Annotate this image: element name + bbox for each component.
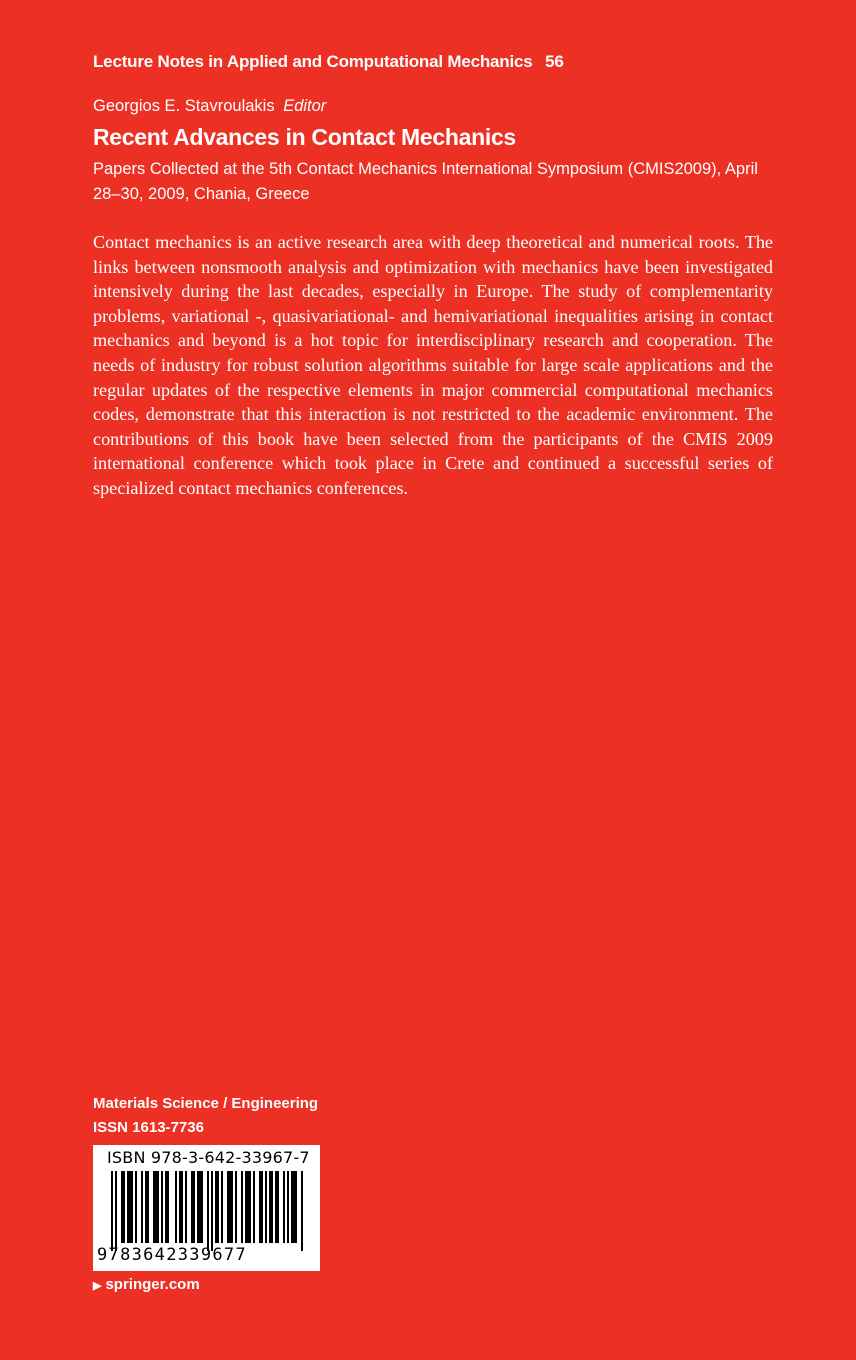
barcode-bar — [295, 1171, 297, 1243]
barcode-bar — [155, 1171, 157, 1243]
subject-category: Materials Science / Engineering — [93, 1095, 319, 1112]
barcode-bar — [191, 1171, 193, 1243]
editor-role: Editor — [283, 97, 327, 115]
editor-name: Georgios E. Stavroulakis — [93, 97, 275, 115]
barcode-bar — [265, 1171, 267, 1243]
editor-line — [93, 97, 326, 116]
barcode-bar — [185, 1171, 187, 1243]
barcode-bar — [153, 1171, 155, 1243]
barcode-bar — [259, 1171, 261, 1243]
publisher-website[interactable] — [93, 1276, 200, 1293]
barcode-bar — [277, 1171, 279, 1243]
issn: ISSN 1613-7736 — [93, 1119, 204, 1136]
isbn-label: ISBN 978-3-642-33967-7 — [107, 1148, 310, 1167]
barcode-bar — [157, 1171, 159, 1243]
barcode-bar — [127, 1171, 129, 1243]
barcode-bar — [217, 1171, 219, 1243]
barcode-bar — [131, 1171, 133, 1243]
barcode-bar — [215, 1171, 217, 1243]
book-title: Recent Advances in Contact Mechanics — [93, 124, 516, 150]
barcode-bar — [249, 1171, 251, 1243]
book-subtitle: Papers Collected at the 5th Contact Mechanics International Symposium (CMIS2009), April 28–30, 2009, Chania, Greece — [93, 160, 758, 203]
barcode-bar — [291, 1171, 293, 1243]
series-number: 56 — [545, 52, 564, 71]
barcode-bar — [211, 1171, 213, 1251]
barcode-bar — [275, 1171, 277, 1243]
barcode-bar — [229, 1171, 231, 1243]
barcode-bar — [201, 1171, 203, 1243]
barcode-bar — [247, 1171, 249, 1243]
barcode-bar — [135, 1171, 137, 1243]
barcode-bar — [165, 1171, 167, 1243]
barcode-bar — [207, 1171, 209, 1251]
barcode-bar — [287, 1171, 289, 1243]
barcode-bar — [121, 1171, 123, 1243]
barcode-bar — [129, 1171, 131, 1243]
barcode-bar — [181, 1171, 183, 1243]
barcode-bar — [167, 1171, 169, 1243]
barcode-bar — [147, 1171, 149, 1243]
barcode-bar — [253, 1171, 255, 1243]
barcode-bar — [141, 1171, 143, 1243]
barcode-bar — [235, 1171, 237, 1243]
barcode-bar — [179, 1171, 181, 1243]
series-line — [93, 52, 564, 72]
barcode-bar — [199, 1171, 201, 1243]
barcode-bar — [123, 1171, 125, 1243]
barcode-bar — [193, 1171, 195, 1243]
barcode-digits: 9783642339677 — [97, 1245, 247, 1265]
series-name: Lecture Notes in Applied and Computational Mechanics — [93, 52, 533, 71]
book-description: Contact mechanics is an active research area with deep theoretical and numerical roots. The links between nonsmooth analysis and optimization with mechanics have been investigated intensively during the last decades, especially in Europe. The study of complementarity problems, variational -, quasivariational- and hemivariational inequalities arising in contact mechanics and beyond is a hot topic for interdisciplinary research and cooperation. The needs of industry for robust solution algorithms suitable for large scale applications and the regular updates of the respective elements in major commercial computational mechanics codes, demonstrate that this interaction is not restricted to the academic environment. The contributions of this book have been selected from the participants of the CMIS 2009 international conference which took place in Crete and continued a successful series of specialized contact mechanics conferences. — [93, 232, 773, 498]
barcode-bar — [269, 1171, 271, 1243]
barcode-bar — [293, 1171, 295, 1243]
barcode-bar — [283, 1171, 285, 1243]
barcode-bar — [227, 1171, 229, 1243]
arrow-icon: ▶ — [93, 1280, 102, 1292]
barcode-bar — [115, 1171, 117, 1251]
barcode-bar — [221, 1171, 223, 1243]
barcode-bar — [175, 1171, 177, 1243]
barcode-bar — [245, 1171, 247, 1243]
barcode-bar — [271, 1171, 273, 1243]
website-label[interactable]: springer.com — [105, 1276, 200, 1293]
barcode-bar — [231, 1171, 233, 1243]
barcode-bar — [145, 1171, 147, 1243]
barcode-bar — [261, 1171, 263, 1243]
isbn-barcode — [93, 1145, 320, 1271]
barcode-bar — [161, 1171, 163, 1243]
barcode-bar — [241, 1171, 243, 1243]
barcode-bar — [111, 1171, 113, 1251]
barcode-bar — [197, 1171, 199, 1243]
barcode-bar — [301, 1171, 303, 1251]
